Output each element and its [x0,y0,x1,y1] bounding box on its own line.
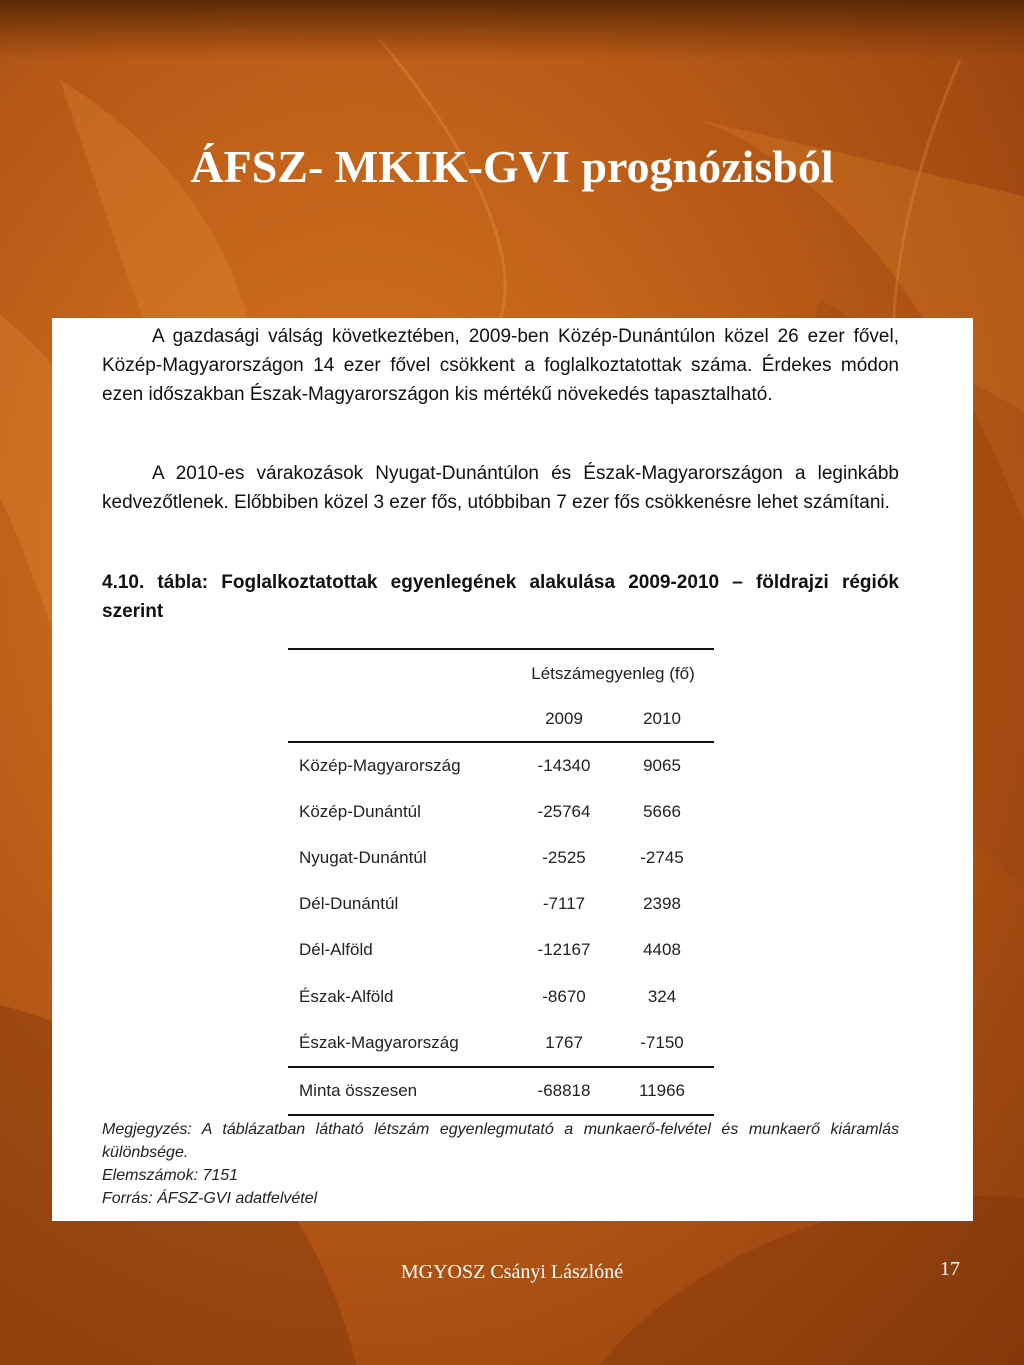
row-region: Dél-Alföld [299,940,373,959]
note-text: Megjegyzés: A táblázatban látható létszám egyenlegmutató a munkaerő-felvétel és munkaerő kiáramlás különbsége. [102,1121,899,1161]
row-region: Dél-Dunántúl [299,894,399,913]
row-value-2009: -25764 [537,802,591,821]
row-value-2009: -2525 [542,848,586,867]
page-number: 17 [940,1258,960,1280]
table-header-rule [288,741,714,743]
table-note [102,1118,899,1210]
row-value-2010: 324 [647,987,677,1006]
column-header-2009: 2009 [545,709,583,728]
table-bottom-rule [288,1114,714,1116]
row-value-2010: -7150 [640,1033,684,1052]
table-group-header: Létszámegyenleg (fő) [531,664,695,683]
paragraph-2: A 2010-es várakozások Nyugat-Dunántúlon és Észak-Magyarországon a leginkább kedvezőtlenek. Előbbiben közel 3 ezer fős, utóbbiban 7 ezer fős csökkenésre lehet számítani. [102,463,899,513]
row-region: Közép-Dunántúl [299,802,421,821]
total-value-2009: -68818 [537,1081,591,1100]
row-region: Észak-Magyarország [299,1033,459,1052]
sample-size-text: Elemszámok: 7151 [102,1167,239,1184]
table-total-rule [288,1066,714,1068]
column-header-2010: 2010 [643,709,681,728]
row-value-2009: -7117 [542,894,586,913]
row-value-2010: 5666 [643,802,681,821]
row-region: Nyugat-Dunántúl [299,848,427,867]
total-value-2010: 11966 [638,1081,685,1100]
document-panel [52,318,973,1221]
row-value-2009: 1767 [545,1033,583,1052]
source-text: Forrás: ÁFSZ-GVI adatfelvétel [102,1190,318,1207]
slide-footer: MGYOSZ Csányi Lászlóné [400,1261,624,1283]
table-top-rule [288,648,714,650]
row-value-2010: 4408 [643,940,681,959]
row-value-2010: -2745 [640,848,684,867]
row-value-2009: -14340 [537,756,591,775]
slide-title: ÁFSZ- MKIK-GVI prognózisból [190,141,834,192]
total-row-label: Minta összesen [299,1081,418,1100]
top-shadow-band [0,0,1024,60]
row-value-2010: 9065 [643,756,681,775]
row-value-2010: 2398 [643,894,681,913]
row-region: Közép-Magyarország [299,756,461,775]
row-value-2009: -8670 [542,987,586,1006]
table-caption: 4.10. tábla: Foglalkoztatottak egyenlegének alakulása 2009-2010 – földrajzi régiók szerint [102,572,899,622]
paragraph-1: A gazdasági válság következtében, 2009-ben Közép-Dunántúlon közel 26 ezer fővel, Közép-Magyarországon 14 ezer fővel csökkent a foglalkoztatottak száma. Érdekes módon ezen időszakban Észak-Magyarországon kis mértékű növekedés tapasztalható. [102,326,899,405]
row-value-2009: -12167 [537,940,591,959]
row-region: Észak-Alföld [299,987,394,1006]
